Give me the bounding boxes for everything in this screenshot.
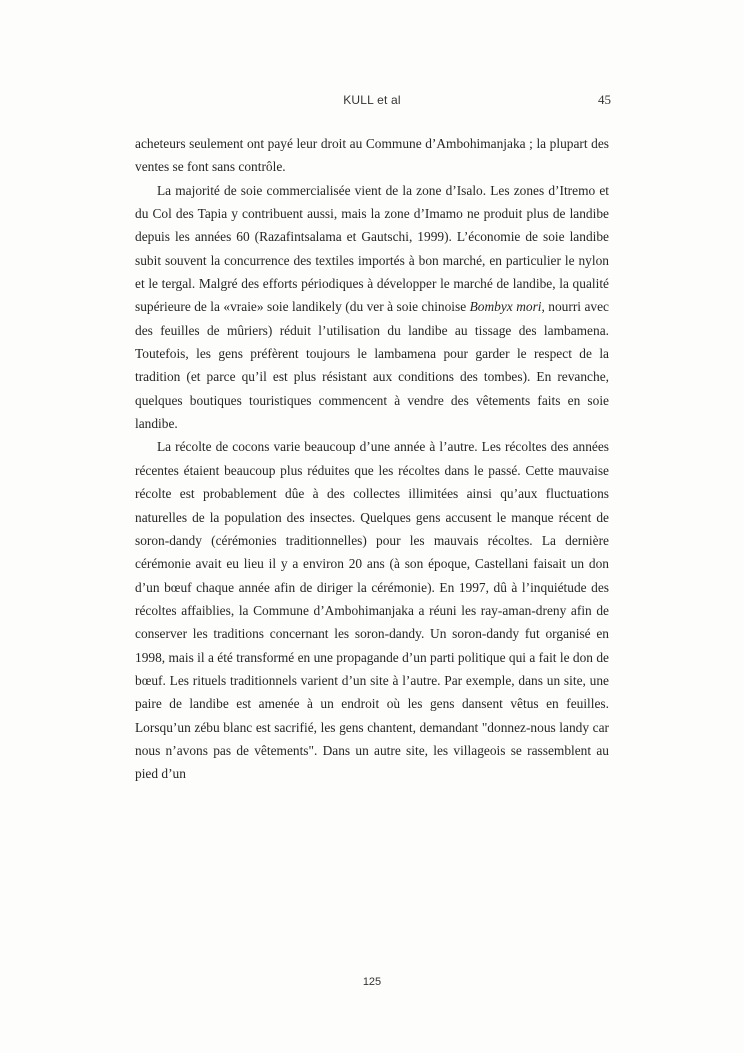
paragraph-silk-market: [135, 179, 609, 436]
species-name: Bombyx mori: [469, 299, 542, 315]
page-number: 125: [362, 976, 382, 988]
paragraph-cocoon-harvest: La récolte de cocons varie beaucoup d’une année à l’autre. Les récoltes des années récentes étaient beaucoup plus réduites que les récoltes dans le passé. Cette mauvaise récolte est probablement dûe à des collectes illimitées ainsi qu’aux fluctuations naturelles de la population des insectes. Quelques gens accusent le manque récent de soron-dandy (cérémonies traditionnelles) pour les mauvais récoltes. La dernière cérémonie avait eu lieu il y a environ 20 ans (à son époque, Castellani faisait un don d’un bœuf chaque année afin de diriger la cérémonie). En 1997, dû à l’inquiétude des récoltes affaiblies, la Commune d’Ambohimanjaka a réuni les ray-aman-dreny afin de conserver les traditions concernant les soron-dandy. Un soron-dandy fut organisé en 1998, mais il a été transformé en une propagande d’un parti politique qui a fait le don de bœuf. Les rituels traditionnels varient d’un site à l’autre. Par exemple, dans un site, une paire de landibe est amenée à un endroit où les gens dansent vêtus en feuilles. Lorsqu’un zébu blanc est sacrifié, les gens chantent, demandant "donnez-nous landy car nous n’avons pas de vêtements". Dans un autre site, les villageois se rassemblent au pied d’un: [135, 439, 609, 782]
paragraph-text: La majorité de soie commercialisée vient de la zone d’Isalo. Les zones d’Itremo et du Col des Tapia y contribuent aussi, mais la zone d’Imamo ne produit plus de landibe depuis les années 60 (Razafintsalama et Gautschi, 1999). L’économie de soie landibe subit souvent la concurrence des textiles importés à bon marché, en particulier le nylon et le tergal. Malgré des efforts périodiques à développer le marché de landibe, la qualité supérieure de la «vraie» soie landikely (du ver à soie chinoise: [135, 182, 609, 315]
journal-page-number: 45: [598, 92, 611, 107]
paragraph-continuation: acheteurs seulement ont payé leur droit au Commune d’Ambohimanjaka ; la plupart des ventes se font sans contrôle.: [135, 136, 609, 175]
body-text: [135, 132, 609, 786]
running-head: KULL et al: [343, 93, 401, 107]
paragraph-text: , nourri avec des feuilles de mûriers) réduit l’utilisation du landibe au tissage des lambamena. Toutefois, les gens préfèrent toujours le lambamena pour garder le respect de la tradition (et parce qu’il est plus résistant aux conditions des tombes). En revanche, quelques boutiques touristiques commencent à vendre des vêtements faits en soie landibe.: [135, 299, 609, 432]
